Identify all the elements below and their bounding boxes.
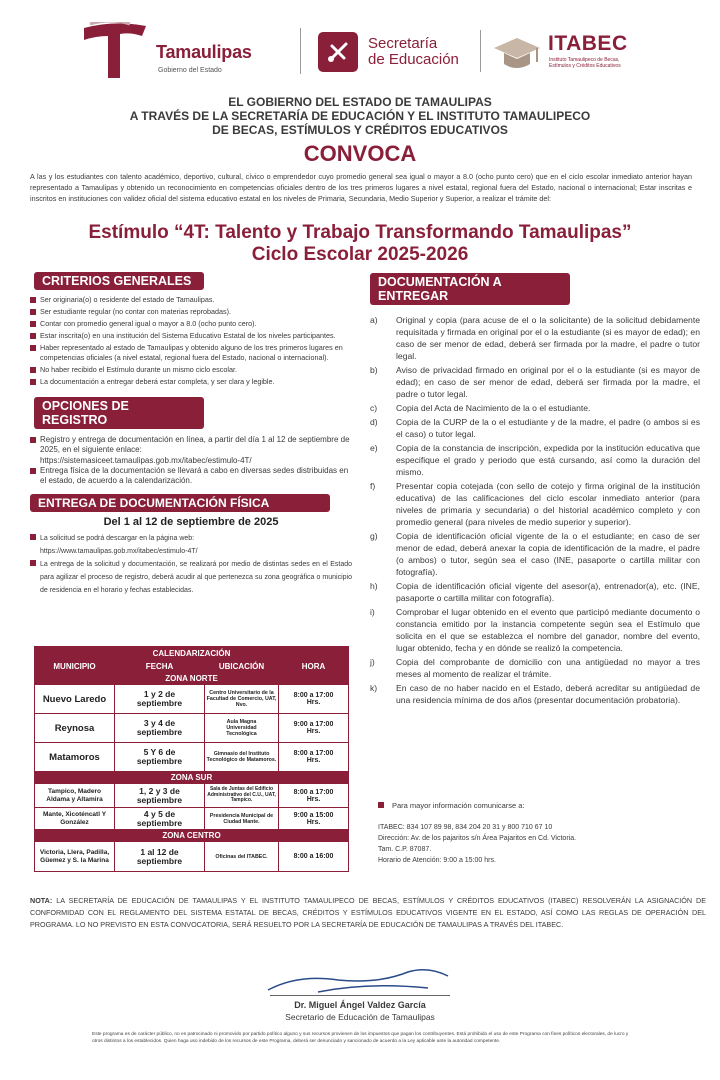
secretaria-line1: Secretaría xyxy=(368,35,438,52)
nota-text: LA SECRETARÍA DE EDUCACIÓN DE TAMAULIPAS Y EL INSTITUTO TAMAULIPECO DE BECAS, ESTÍMULOS Y CRÉDITOS EDUCATIVOS (ITABEC) RESOLVERÁN LA ASIGNACIÓN DE CONFORMIDAD CON EL REGLAMENTO DEL SISTEMA ESTATAL DE BECAS, CRÉDITOS Y ESTÍMULOS EDUCATIVOS VIGENTE EN EL ESTADO, ASÍ COMO LAS REGLAS DE OPERACIÓN DEL PROGRAMA. LO NO PREVISTO EN ESTA CONVOCATORIA, SERÁ RESUELTO POR LA SECRETARÍA DE EDUCACIÓN DE TAMAULIPAS A TRAVÉS DEL ITABEC. xyxy=(30,896,707,929)
doc-item-letter: i) xyxy=(370,607,375,617)
cell-hora: 9:00 a 15:00 Hrs. xyxy=(279,808,349,830)
table-row xyxy=(35,743,349,772)
header-separator-2 xyxy=(480,30,481,72)
criterio-item: Ser originaria(o) o residente del estado de Tamaulipas. xyxy=(30,295,352,305)
zone-sur: ZONA SUR xyxy=(35,772,349,784)
intro-paragraph: A las y los estudiantes con talento académico, deportivo, cultural, cívico o emprendedor cuyo promedio general sea igual o mayor a 8.0 (ocho punto cero) que en el ciclo escolar inmediato anterior hayan representado a Tamaulipas y obtenido un reconocimiento en competencias oficiales dentro de los tres primeros lugares a nivel estatal, regional fuera del Estado, nacional o internacional; Estar inscritas e inscritos en instituciones con validez oficial del sistema educativo estatal en los niveles de Primaria, Secundaria, Medio Superior y Superior, a realizar el trámite del: xyxy=(30,172,692,203)
doc-item xyxy=(370,402,700,414)
doc-item-text: Copia del comprobante de domicilio con una antigüedad no mayor a tres meses al momento de realizar el trámite. xyxy=(396,657,700,679)
header-fecha: FECHA xyxy=(115,660,205,673)
entrega-dates: Del 1 al 12 de septiembre de 2025 xyxy=(103,516,279,528)
cell-municipio: Tampico, Madero Aldama y Altamira xyxy=(35,784,115,808)
doc-item-letter: d) xyxy=(370,417,378,427)
opcion-item-online: Registro y entrega de documentación en línea, a partir del día 1 al 12 de septiembre de 2025, en el siguiente enlace: xyxy=(30,435,352,455)
secretaria-logo xyxy=(318,32,468,76)
doc-item-text: Copia del Acta de Nacimiento de la o el estudiante. xyxy=(396,403,591,413)
nota-label: NOTA: xyxy=(30,896,53,905)
signature-scribble-icon xyxy=(258,962,458,1002)
secretaria-emblem-icon xyxy=(318,32,358,72)
entrega-link[interactable]: https://www.tamaulipas.gob.mx/itabec/estimulo-4T/ xyxy=(40,548,198,555)
title-line1: EL GOBIERNO DEL ESTADO DE TAMAULIPAS xyxy=(228,95,492,109)
tamaulipas-name: Tamaulipas xyxy=(156,42,252,62)
criterio-item: No haber recibido el Estímulo durante un mismo ciclo escolar. xyxy=(30,365,352,375)
signature-role: Secretario de Educación de Tamaulipas xyxy=(285,1012,435,1022)
doc-item xyxy=(370,416,700,440)
convoca-heading: CONVOCA xyxy=(303,141,417,166)
cell-ubicacion: Aula Magna Universidad Tecnológica xyxy=(205,714,279,743)
doc-item xyxy=(370,580,700,604)
itabec-logo xyxy=(492,30,672,80)
doc-item-letter: h) xyxy=(370,581,378,591)
cell-ubicacion: Presidencia Municipal de Ciudad Mante. xyxy=(205,808,279,830)
cell-fecha: 3 y 4 de septiembre xyxy=(115,714,205,743)
calendar-table xyxy=(34,646,349,872)
opcion-item-fisica: Entrega física de la documentación se llevará a cabo en diversas sedes distribuidas en el estado, de acuerdo a la calendarización. xyxy=(30,466,352,486)
doc-item xyxy=(370,442,700,478)
doc-item-letter: b) xyxy=(370,365,378,375)
contact-block xyxy=(378,800,698,866)
signature-name: Dr. Miguel Ángel Valdez García xyxy=(294,1000,426,1010)
itabec-sub-line2: Estímulos y Créditos Educativos xyxy=(549,63,621,69)
entrega-item-descarga: La solicitud se podrá descargar en la página web: xyxy=(30,532,352,545)
doc-item xyxy=(370,682,700,706)
documentacion-heading: DOCUMENTACIÓN A ENTREGAR xyxy=(370,273,570,305)
criterio-item: Haber representado al estado de Tamaulipas y obtenido alguno de los tres primeros lugares en competencias oficiales (a nivel estatal, regional fuera del Estado, nacional o internacional). xyxy=(30,343,352,363)
title-line2: A TRAVÉS DE LA SECRETARÍA DE EDUCACIÓN Y EL INSTITUTO TAMAULIPECO xyxy=(129,109,591,123)
cell-municipio: Mante, Xicoténcatl Y González xyxy=(35,808,115,830)
criterios-list xyxy=(30,295,352,387)
doc-item-letter: j) xyxy=(370,657,375,667)
doc-item-text: Comprobar el lugar obtenido en el evento que participó mediante documento o constancia emitido por la instancia competente según sea el Estímulo que solicita en el que se establezca el nombre del ganador, nombre del evento, lugar obtenido, fecha y en dónde se realizó la competencia. xyxy=(396,607,700,653)
table-row xyxy=(35,784,349,808)
cell-hora: 9:00 a 17:00 Hrs. xyxy=(279,714,349,743)
estimulo-title-line2: Ciclo Escolar 2025-2026 xyxy=(251,244,469,265)
itabec-sub-line1: Instituto Tamaulipeco de Becas, xyxy=(549,57,620,63)
calendar-title: CALENDARIZACIÓN xyxy=(35,647,349,660)
header-separator xyxy=(300,28,301,74)
table-row xyxy=(35,842,349,872)
header xyxy=(0,0,720,95)
cell-municipio: Victoria, Llera, Padilla, Güemez y S. la Marina xyxy=(35,842,115,872)
cell-fecha: 1, 2 y 3 de septiembre xyxy=(115,784,205,808)
doc-item-text: Presentar copia cotejada (con sello de cotejo y firma original de la institución educativa) de las calificaciones del ciclo escolar inmediato anterior (para niveles de primaria y secundaria) o del historial académico completo y con promedio general (para niveles de medio superior y superior). xyxy=(396,481,700,527)
doc-item-letter: a) xyxy=(370,315,378,325)
bullet-icon xyxy=(378,802,384,808)
right-column xyxy=(370,273,700,706)
cell-ubicacion: Centro Universitario de la Facultad de Comercio, UAT, Nvo. xyxy=(205,685,279,714)
doc-item xyxy=(370,364,700,400)
opcion-link[interactable]: https://sistemasiceet.tamaulipas.gob.mx/itabec/estimulo-4T/ xyxy=(40,456,252,465)
nota xyxy=(30,895,706,931)
cell-ubicacion: Gimnasio del Instituto Tecnológico de Matamoros. xyxy=(205,743,279,772)
itabec-name: ITABEC xyxy=(548,32,628,55)
doc-item xyxy=(370,314,700,362)
cell-fecha: 1 al 12 de septiembre xyxy=(115,842,205,872)
criterio-item: La documentación a entregar deberá estar completa, y ser clara y legible. xyxy=(30,377,352,387)
tamaulipas-sub: Gobierno del Estado xyxy=(158,67,222,74)
contact-hours: Horario de Atención: 9:00 a 15:00 hrs. xyxy=(378,857,496,864)
cell-hora: 8:00 a 17:00 Hrs. xyxy=(279,784,349,808)
cell-ubicacion: Oficinas del ITABEC. xyxy=(205,842,279,872)
cell-fecha: 1 y 2 de septiembre xyxy=(115,685,205,714)
table-row xyxy=(35,808,349,830)
doc-item-text: Copia de la constancia de inscripción, expedida por la institución educativa que especifique el grado y periodo que está cursando, así como la duración del mismo. xyxy=(396,443,700,477)
criterio-item: Estar inscrita(o) en una institución del Sistema Educativo Estatal de los niveles participantes. xyxy=(30,331,352,341)
contact-address2: Tam. C.P. 87087. xyxy=(378,846,432,853)
header-ubicacion: UBICACIÓN xyxy=(205,660,279,673)
doc-item xyxy=(370,480,700,528)
table-row xyxy=(35,685,349,714)
doc-item xyxy=(370,606,700,654)
contact-address1: Dirección: Av. de los pajaritos s/n Área Pajaritos en Cd. Victoria. xyxy=(378,835,577,842)
header-hora: HORA xyxy=(279,660,349,673)
zone-norte: ZONA NORTE xyxy=(35,673,349,685)
criterios-heading: CRITERIOS GENERALES xyxy=(34,272,204,290)
cell-hora: 8:00 a 17:00 Hrs. xyxy=(279,685,349,714)
contact-heading xyxy=(378,800,698,811)
left-column xyxy=(30,272,352,597)
criterio-item: Contar con promedio general igual o mayor a 8.0 (ocho punto cero). xyxy=(30,319,352,329)
graduation-cap-icon xyxy=(492,34,542,74)
documentacion-list xyxy=(370,314,700,706)
cell-municipio: Matamoros xyxy=(35,743,115,772)
doc-item-text: Copia de la CURP de la o el estudiante y de la madre, el padre (o ambos si es el caso) o tutor legal. xyxy=(396,417,700,439)
doc-item-letter: c) xyxy=(370,403,378,413)
contact-heading-text: Para mayor información comunicarse a: xyxy=(392,801,525,810)
doc-item-letter: k) xyxy=(370,683,378,693)
cell-fecha: 5 Y 6 de septiembre xyxy=(115,743,205,772)
entrega-heading: ENTREGA DE DOCUMENTACIÓN FÍSICA xyxy=(30,494,330,512)
cell-ubicacion: Sala de Juntas del Edificio Administrativo del C.U., UAT, Tampico. xyxy=(205,784,279,808)
title-line3: DE BECAS, ESTÍMULOS Y CRÉDITOS EDUCATIVOS xyxy=(212,123,508,137)
cell-municipio: Nuevo Laredo xyxy=(35,685,115,714)
header-municipio: MUNICIPIO xyxy=(35,660,115,673)
doc-item xyxy=(370,530,700,578)
cell-hora: 8:00 a 17:00 Hrs. xyxy=(279,743,349,772)
doc-item-letter: g) xyxy=(370,531,378,541)
doc-item-letter: e) xyxy=(370,443,378,453)
doc-item-letter: f) xyxy=(370,481,376,491)
tamaulipas-emblem-icon xyxy=(80,22,150,80)
doc-item-text: Copia de identificación oficial vigente de la o el estudiante; en caso de ser menor de edad, deberá anexar la copia de identificación de la madre, el padre (o ambos) o tutor, según sea el caso (INE, pasaporte o cartilla militar con fotografía). xyxy=(396,531,700,577)
cell-fecha: 4 y 5 de septiembre xyxy=(115,808,205,830)
zone-centro: ZONA CENTRO xyxy=(35,830,349,842)
signature-line xyxy=(270,995,450,996)
calendar xyxy=(34,646,349,872)
table-row xyxy=(35,714,349,743)
footer-disclaimer: Este programa es de carácter público, no es patrocinado ni promovido por partido político alguno y sus recursos provienen de los impuestos que pagan los contribuyentes. Está prohibido el uso de este Programa con fines políticos electorales, de lucro y otros distintos a los establecidos. Quien haga uso indebido de los recursos de este Programa, deberá ser denunciado y sancionado de acuerdo a la Ley aplicable ante la autoridad competente. xyxy=(92,1032,629,1044)
contact-phones: ITABEC: 834 107 89 98, 834 204 20 31 y 800 710 67 10 xyxy=(378,824,553,831)
estimulo-title-line1: Estímulo “4T: Talento y Trabajo Transformando Tamaulipas” xyxy=(88,222,632,243)
doc-item xyxy=(370,656,700,680)
doc-item-text: En caso de no haber nacido en el Estado, deberá acreditar su antigüedad de una residencia mínima de dos años (presentar documentación probatoria). xyxy=(396,683,700,705)
criterio-item: Ser estudiante regular (no contar con materias reprobadas). xyxy=(30,307,352,317)
cell-hora: 8:00 a 16:00 xyxy=(279,842,349,872)
cell-municipio: Reynosa xyxy=(35,714,115,743)
secretaria-line2: de Educación xyxy=(368,51,459,68)
doc-item-text: Original y copia (para acuse de el o la solicitante) de la solicitud debidamente requisitada y firmada en original por el o la estudiante (si es mayor de edad); en caso de ser menor de edad, deberá ser firmada por la madre, el padre o tutor legal. xyxy=(396,315,700,361)
doc-item-text: Copia de identificación oficial vigente del asesor(a), entrenador(a), etc. (INE, pasaporte o cartilla militar con fotografía). xyxy=(396,581,700,603)
doc-item-text: Aviso de privacidad firmado en original por el o la estudiante (si es mayor de edad); en caso de ser menor de edad, deberá ser firmada por la madre, el padre o tutor legal. xyxy=(396,365,700,399)
entrega-item-sedes: La entrega de la solicitud y documentación, se realizará por medio de distintas sedes en el Estado para agilizar el proceso de registro, deberá acudir al que pertenezca su zona geográfica o municipio de residencia en el horario y fechas establecidas. xyxy=(30,558,352,597)
opciones-heading: OPCIONES DE REGISTRO xyxy=(34,397,204,429)
tamaulipas-logo xyxy=(80,22,290,82)
